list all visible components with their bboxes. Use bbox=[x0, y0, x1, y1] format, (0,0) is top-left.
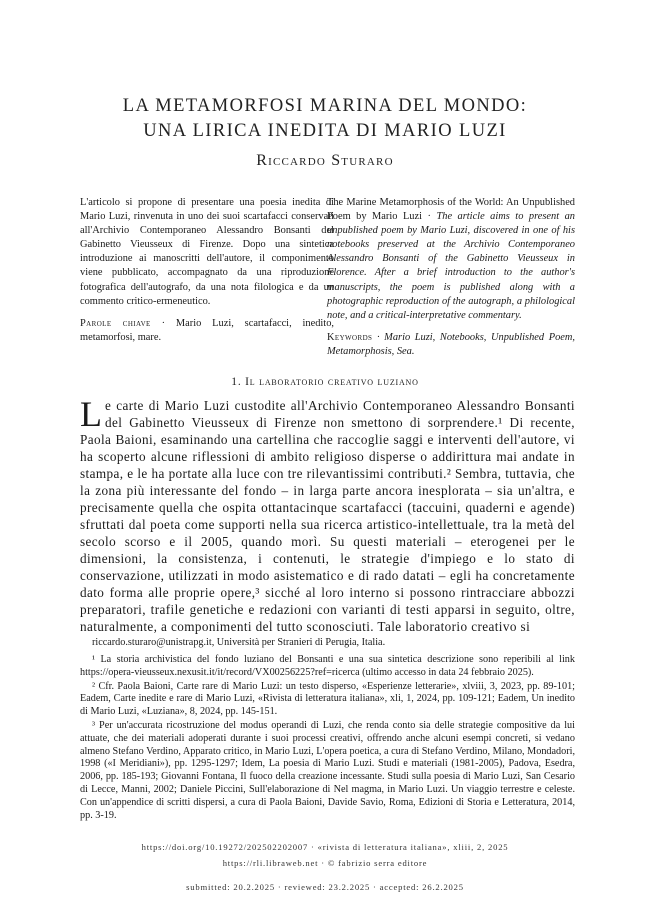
footnote-1: ¹ La storia archivistica del fondo luziano del Bonsanti e una sua sintetica descrizione sono reperibili al link https://opera-vieusseux.nexusit.it/it/record/VX00256225?ref=ricerca (ultimo accesso in data 24 febbraio 2025). bbox=[80, 654, 575, 678]
author-affiliation: riccardo.sturaro@unistrapg.it, Università per Stranieri di Perugia, Italia. bbox=[92, 637, 386, 648]
abstract-en-title: The Marine Metamorphosis of the World: An Unpublished Poem by Mario Luzi · bbox=[327, 197, 575, 223]
footer-dates: submitted: 20.2.2025 · reviewed: 23.2.2025 · accepted: 26.2.2025 bbox=[186, 882, 464, 892]
abstract-it-text: L'articolo si propone di presentare una poesia inedita di Mario Luzi, rinvenuta in uno dei suoi scartafacci conservati all'Archivio Contemporaneo Alessandro Bonsanti del Gabinetto Vieusseux di Firenze. Dopo una sintetica introduzione ai manoscritti dell'autore, il componimento viene pubblicato, accompagnato da una riproduzione fotografica dell'autografo, da una nota filologica e da un commento critico-ermeneutico. bbox=[80, 197, 334, 307]
article-title bbox=[60, 94, 590, 144]
keywords-it-text: · Mario Luzi, scartafacci, inedito, metamorfosi, mare. bbox=[80, 317, 334, 343]
title-line-2: UNA LIRICA INEDITA DI MARIO LUZI bbox=[143, 121, 507, 141]
title-line-1: LA METAMORFOSI MARINA DEL MONDO: bbox=[122, 96, 528, 116]
drop-cap: L bbox=[80, 394, 102, 434]
body-paragraph bbox=[80, 394, 575, 635]
keywords-en bbox=[327, 331, 575, 359]
section-heading: 1. Il laboratorio creativo luziano bbox=[231, 376, 419, 388]
body-paragraph-text: e carte di Mario Luzi custodite all'Archivio Contemporaneo Alessandro Bonsanti del Gabinetto Vieusseux di Firenze non smettono di sorprendere.¹ Di recente, Paola Baioni, esaminando una cartellina che raccoglie saggi e interventi dell'autore, vi ha scoperto alcune riflessioni di ambito religioso disperse o addirittura mai andate in stampa, e le ha portate alla luce con tre rilevantissimi contributi.² Sembra, tuttavia, che la zona più interessante del fondo – in larga parte ancora inesplorata – sia un'altra, e precisamente quella che ospita ottantacinque scartafacci (taccuini, quaderni e agende) sfruttati dal poeta come supporti nella sua ricerca artistico-intellettuale, tra la metà del secolo scorso e il 2005, quando morì. Su questi materiali – eterogenei per le dimensioni, la consistenza, i contenuti, le strategie d'impiego e lo stato di conservazione, utilizzati in modo asistematico e di rado datati – egli ha concretamente dato forma alle proprie opere,³ sicché al loro interno si possono rintracciare abbozzi preparatori, trafile genetiche e redazioni con varianti di testi apparsi in seguito, oltre, naturalmente, a componimenti del tutto sconosciuti. Tale laboratorio creativo si bbox=[80, 398, 575, 634]
keywords-en-label: Keywords bbox=[327, 331, 373, 343]
author-name: Riccardo Sturaro bbox=[256, 152, 394, 169]
body-text bbox=[80, 394, 575, 635]
footnote-3: ³ Per un'accurata ricostruzione del modus operandi di Luzi, che renda conto sia delle strategie compositive da lui attuate, che dei materiali adoperati durante i suoi processi creativi, offrendo anche alcuni esempi concreti, si vedano almeno Stefano Verdino, Apparato critico, in Mario Luzi, L'opera poetica, a cura di Stefano Verdino, Milano, Mondadori, 1998 («I Meridiani»), pp. 1295-1297; Idem, La poesia di Mario Luzi. Studi e materiali (1981-2005), Padova, Esedra, 2006, pp. 185-193; Giovanni Fontana, Il fuoco della creazione incessante. Studi sulla poesia di Mario Luzi, San Cesario di Lecce, Manni, 2002; Daniele Piccini, Sull'elaborazione di Nel magma, in Mario Luzi. Un viaggio terrestre e celeste. Con un'appendice di scritti dispersi, a cura di Paola Baioni, Davide Savio, Roma, Edizioni di Storia e Letteratura, 2014, pp. 3-19. bbox=[80, 719, 575, 821]
abstract-english bbox=[327, 196, 575, 359]
abstract-en-text: The article aims to present an unpublished poem by Mario Luzi, discovered in one of his notebooks preserved at the Archivio Contemporaneo Alessandro Bonsanti of the Gabinetto Vieusseux in Florence. After a brief introduction to the author's manuscripts, the poem is published along with a photographic reproduction of the autograph, a philological note, and a critical-interpretative commentary. bbox=[327, 211, 575, 321]
keywords-it bbox=[80, 317, 334, 345]
keywords-it-label: Parole chiave bbox=[80, 317, 151, 329]
abstract-italian bbox=[80, 196, 334, 345]
footnotes bbox=[80, 654, 575, 823]
footnote-2: ² Cfr. Paola Baioni, Carte rare di Mario Luzi: un testo disperso, «Esperienze letterarie», xlviii, 3, 2023, pp. 89-101; Eadem, Carte inedite e rare di Mario Luzi, «Rivista di letteratura italiana», xli, 1, 2024, pp. 109-121; Eadem, Un inedito di Mario Luzi, «Luziana», 8, 2024, pp. 145-151. bbox=[80, 680, 575, 718]
footer-website: https://rli.libraweb.net · © fabrizio serra editore bbox=[222, 858, 428, 868]
abstract-en-paragraph bbox=[327, 196, 575, 323]
keywords-en-text: · Mario Luzi, Notebooks, Unpublished Poem, Metamorphosis, Sea. bbox=[327, 331, 575, 357]
footer-doi: https://doi.org/10.19272/202502202007 · «rivista di letteratura italiana», xliii, 2, 2025 bbox=[141, 842, 509, 852]
